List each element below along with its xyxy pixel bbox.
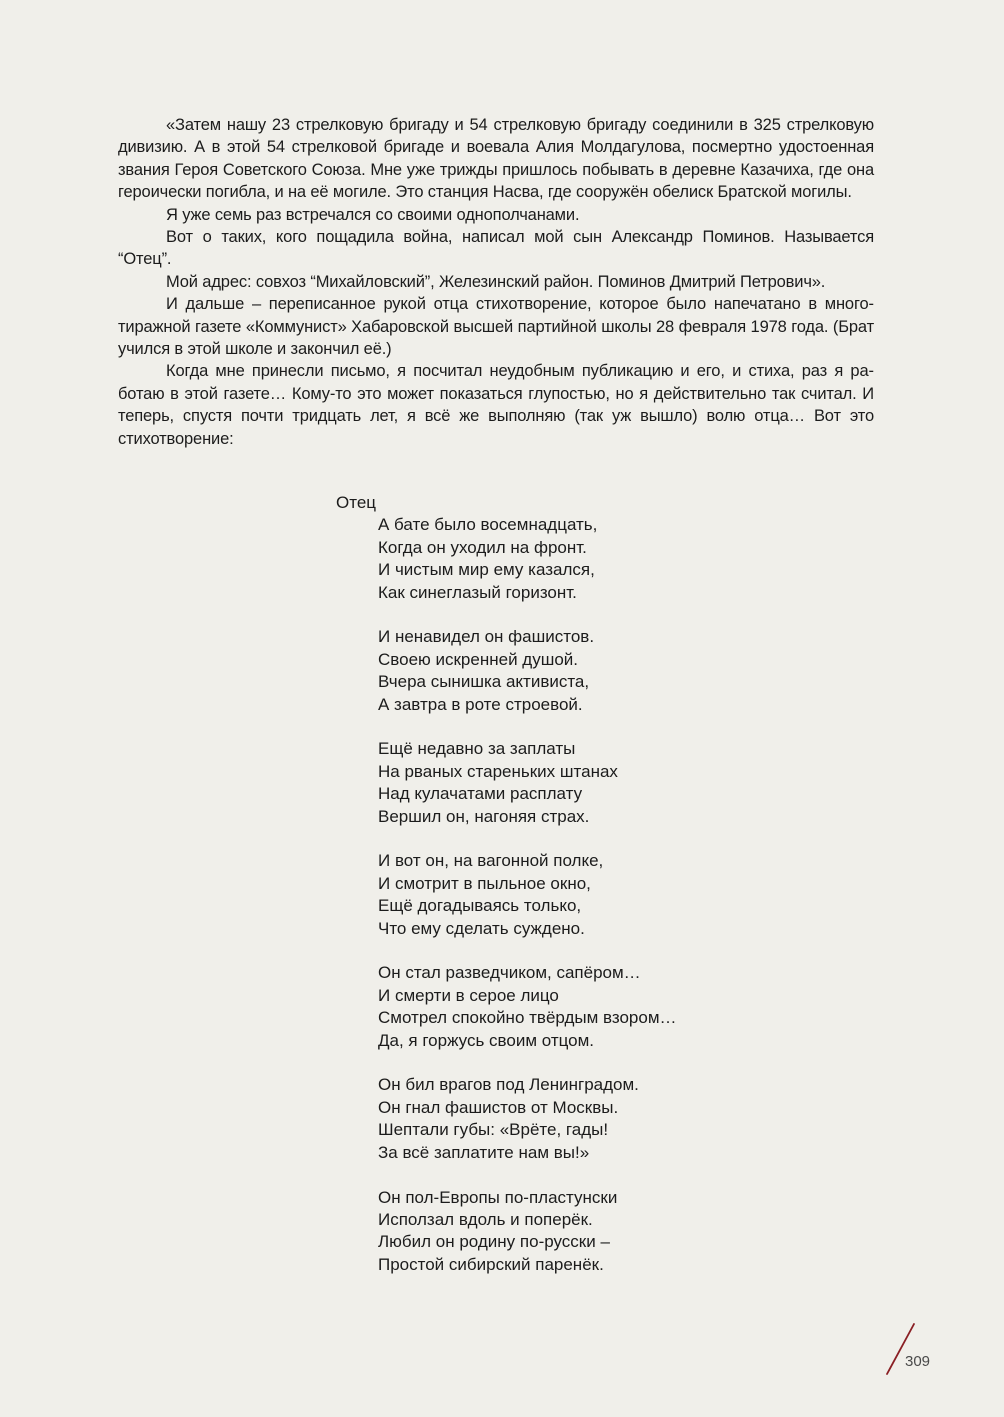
paragraph: «Затем нашу 23 стрелковую бригаду и 54 стрелковую бригаду соединили в 325 стрелковую дивизию. А в этой 54 стрелковой бригаде и воевала Алия Молдагулова, посмертно удостоенная звания Героя Советского Союза. Мне уже трижды пришлось побывать в деревне Казачиха, где она героически погибла, и на её могиле. Это станция Насва, где сооружён обелиск Братской могилы. <box>118 116 874 202</box>
poem-stanza <box>378 514 756 604</box>
paragraph: Когда мне принесли письмо, я посчитал неудобным публикацию и его, и стиха, раз я работаю в этой газете… Кому-то это может показаться глупостью, но я действительно так считал. И теперь, спустя почти тридцать лет, я всё же выполняю (так уж вышло) волю отца… Вот это стихотворение: <box>118 362 874 448</box>
poem-line: И ненавидел он фашистов. <box>378 627 595 647</box>
poem-stanza <box>378 850 756 940</box>
poem-line: Что ему сделать суждено. <box>378 918 585 938</box>
poem-line: Смотрел спокойно твёрдым взором… <box>378 1008 677 1028</box>
paragraph: И дальше – переписанное рукой отца стихотворение, которое было напечатано в многотиражной газете «Коммунист» Хабаровской высшей партийной школы 28 февраля 1978 года. (Брат учился в этой школе и закончил её.) <box>118 295 874 359</box>
poem-line: Он бил врагов под Ленинградом. <box>378 1075 639 1095</box>
poem-line: Как синеглазый горизонт. <box>378 582 577 602</box>
poem-line: Ещё недавно за заплаты <box>378 739 576 759</box>
poem-stanza <box>378 1074 756 1164</box>
poem-line: А завтра в роте строевой. <box>378 694 583 714</box>
poem-line: Простой сибирский паренёк. <box>378 1254 604 1274</box>
poem-line: Ещё догадываясь только, <box>378 896 582 916</box>
poem-stanza <box>378 738 756 828</box>
poem-line: За всё заплатите нам вы!» <box>378 1142 590 1162</box>
page-number: 309 <box>905 1353 931 1370</box>
poem-line: И вот он, на вагонной полке, <box>378 851 604 871</box>
poem-line: Когда он уходил на фронт. <box>378 537 587 557</box>
poem-line: Вчера сынишка активиста, <box>378 672 590 692</box>
poem-line: Шептали губы: «Врёте, гады! <box>378 1120 609 1140</box>
paragraph: Мой адрес: совхоз “Михайловский”, Железинский район. Поминов Дмитрий Петрович». <box>166 272 826 291</box>
poem <box>336 492 756 1299</box>
paragraph: Вот о таких, кого пощадила война, написал мой сын Александр Поминов. Называется “Отец”. <box>118 228 874 269</box>
paragraph: Я уже семь раз встречался со своими однополчанами. <box>166 205 580 224</box>
poem-line: Он стал разведчиком, сапёром… <box>378 963 641 983</box>
poem-line: Вершил он, нагоняя страх. <box>378 806 590 826</box>
poem-line: Исползал вдоль и поперёк. <box>378 1209 593 1229</box>
poem-stanza <box>378 626 756 716</box>
poem-line: На рваных стареньких штанах <box>378 761 618 781</box>
poem-title: Отец <box>336 493 377 512</box>
page-footer <box>884 1322 944 1378</box>
poem-line: И смотрит в пыльное окно, <box>378 873 591 893</box>
poem-line: Да, я горжусь своим отцом. <box>378 1030 595 1050</box>
poem-line: А бате было восемнадцать, <box>378 515 598 535</box>
poem-line: И чистым мир ему казался, <box>378 560 595 580</box>
poem-line: Он пол-Европы по-пластунски <box>378 1187 618 1207</box>
prose-body <box>118 114 874 450</box>
poem-line: Над кулачатами расплату <box>378 784 583 804</box>
poem-line: И смерти в серое лицо <box>378 985 559 1005</box>
poem-stanza <box>378 1187 756 1277</box>
poem-stanza <box>378 962 756 1052</box>
poem-line: Своею искренней душой. <box>378 649 579 669</box>
poem-line: Он гнал фашистов от Москвы. <box>378 1097 619 1117</box>
poem-line: Любил он родину по-русски – <box>378 1232 610 1252</box>
